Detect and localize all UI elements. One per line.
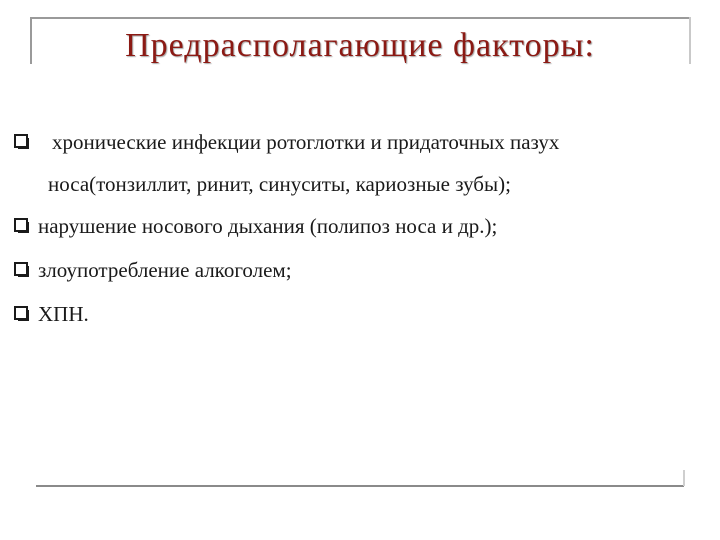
title-frame-top-border	[30, 17, 690, 19]
footer-divider-tick	[683, 470, 685, 486]
bullet-text: хронические инфекции ротоглотки и придаточных пазух	[52, 130, 560, 154]
bullet-item-chronic-infections	[14, 130, 559, 154]
bullet-item-nasal-breathing	[14, 214, 497, 238]
slide-title: Предрасполагающие факторы:	[125, 27, 595, 64]
bullet-item-chpn	[14, 302, 89, 326]
title-frame-left-border	[30, 17, 32, 64]
bullet-item-alcohol	[14, 258, 292, 282]
footer-divider	[36, 485, 684, 487]
bullet-text: нарушение носового дыхания (полипоз носа и др.);	[38, 214, 498, 238]
checkbox-square-icon	[14, 258, 32, 282]
title-frame-right-border	[689, 17, 691, 64]
checkbox-square-icon	[14, 130, 32, 154]
checkbox-square-icon	[14, 214, 32, 238]
bullet-text: злоупотребление алкоголем;	[38, 258, 292, 282]
bullet-text: ХПН.	[38, 302, 89, 326]
bullet-text-continuation: носа(тонзиллит, ринит, синуситы, кариозные зубы);	[48, 172, 511, 196]
checkbox-square-icon	[14, 302, 32, 326]
